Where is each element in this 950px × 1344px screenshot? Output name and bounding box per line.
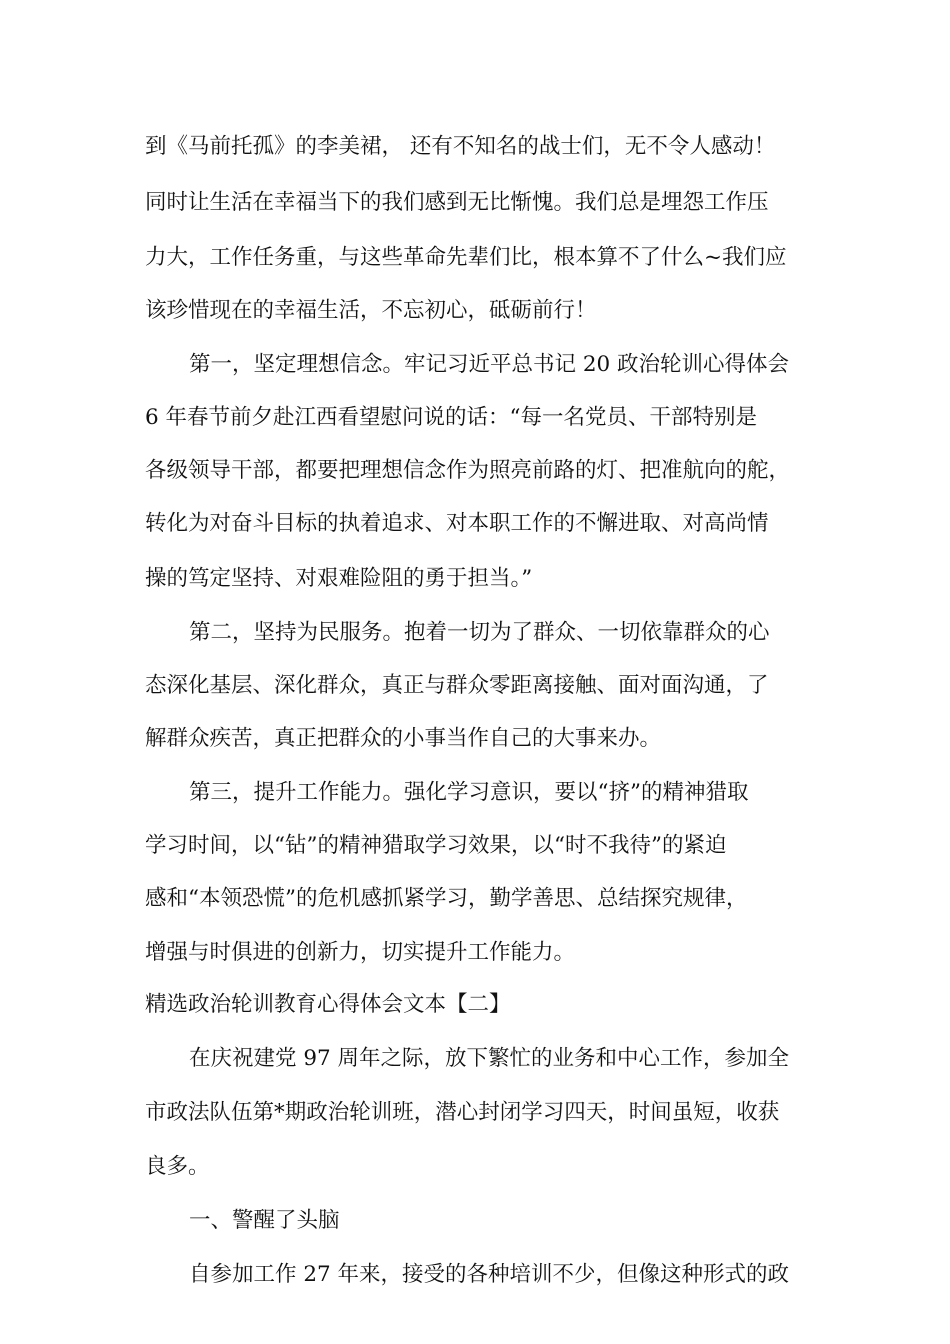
paragraph-line-first: 在庆祝建党 97 周年之际，放下繁忙的业务和中心工作，参加全 [189, 1046, 790, 1071]
paragraph-line: 良多。 [145, 1154, 210, 1179]
paragraph-line: 操的笃定坚持、对艰难险阻的勇于担当。” [145, 566, 533, 591]
paragraph-line: 同时让生活在幸福当下的我们感到无比惭愧。我们总是埋怨工作压 [145, 190, 769, 215]
subsection-heading: 一、警醒了头脑 [189, 1208, 340, 1233]
paragraph-line: 解群众疾苦，真正把群众的小事当作自己的大事来办。 [145, 726, 662, 751]
paragraph-line-first: 自参加工作 27 年来，接受的各种培训不少，但像这种形式的政 [189, 1262, 790, 1287]
paragraph-line: 感和“本领恐慌”的危机感抓紧学习，勤学善思、总结探究规律， [145, 886, 748, 911]
paragraph-line: 6 年春节前夕赴江西看望慰问说的话：“每一名党员、干部特别是 [145, 405, 758, 430]
paragraph-line: 态深化基层、深化群众，真正与群众零距离接触、面对面沟通，了 [145, 673, 769, 698]
paragraph-line: 各级领导干部，都要把理想信念作为照亮前路的灯、把准航向的舵， [145, 458, 791, 483]
paragraph-line: 市政法队伍第*期政治轮训班，潜心封闭学习四天，时间虽短，收获 [145, 1100, 780, 1125]
paragraph-line: 到《马前托孤》的李美裙， 还有不知名的战士们，无不令人感动！ [145, 134, 776, 159]
paragraph-line-first: 第二，坚持为民服务。抱着一切为了群众、一切依靠群众的心 [189, 620, 770, 645]
paragraph-line-first: 第一，坚定理想信念。牢记习近平总书记 20 政治轮训心得体会 [189, 352, 790, 377]
paragraph-line: 该珍惜现在的幸福生活，不忘初心，砥砺前行！ [145, 298, 597, 323]
section-heading: 精选政治轮训教育心得体会文本【二】 [145, 992, 511, 1017]
paragraph-line: 转化为对奋斗目标的执着追求、对本职工作的不懈进取、对高尚情 [145, 511, 769, 536]
paragraph-line: 力大，工作任务重，与这些革命先辈们比，根本算不了什么~我们应 [145, 245, 787, 270]
paragraph-line-first: 第三，提升工作能力。强化学习意识，要以“挤”的精神猎取 [189, 780, 749, 805]
paragraph-line: 增强与时俱进的创新力，切实提升工作能力。 [145, 940, 576, 965]
paragraph-line: 学习时间，以“钻”的精神猎取学习效果，以“时不我待”的紧迫 [145, 833, 727, 858]
